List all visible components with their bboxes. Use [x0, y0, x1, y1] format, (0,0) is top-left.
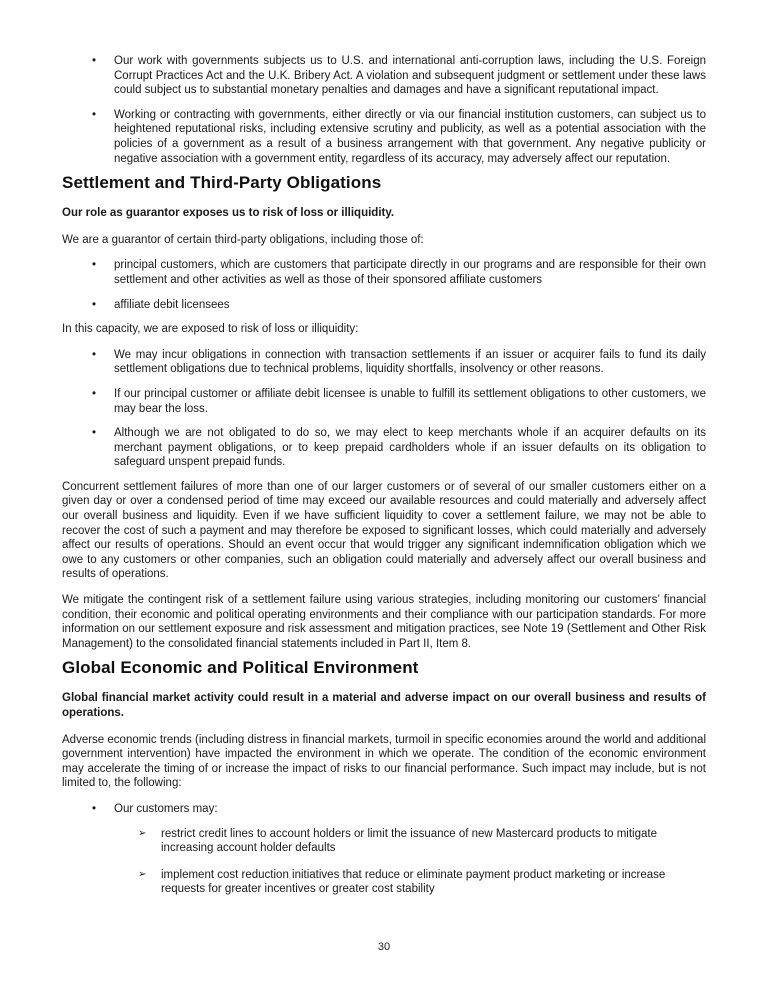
intro-bullet-item: [62, 54, 706, 98]
risk-bullet-text: If our principal customer or affiliate debit licensee is unable to fulfill its settlement obligations to other customers, we may bear the loss.: [114, 387, 706, 415]
customer-sub-bullet-text: implement cost reduction initiatives that reduce or eliminate payment product marketing or increase requests for greater incentives or greater cost stability: [161, 868, 666, 896]
bullet-icon: •: [92, 108, 97, 121]
bullet-icon: •: [92, 348, 97, 361]
settlement-section-heading: Settlement and Third-Party Obligations: [62, 173, 382, 193]
global-lead-in: Global financial market activity could result in a material and adverse impact on our overall business and results of operations.: [62, 692, 706, 719]
customers-bullet-text: Our customers may:: [114, 802, 218, 815]
intro-bullet-item: [62, 108, 706, 166]
intro-bullet-text: Our work with governments subjects us to U.S. and international anti-corruption laws, including the U.S. Foreign Corrupt Practices Act and the U.K. Bribery Act. A violation and subsequent judgment or settlement under these laws could subject us to substantial monetary penalties and damages and have a significant reputational impact.: [114, 55, 706, 97]
bullet-icon: •: [92, 298, 97, 311]
bullet-icon: •: [92, 427, 97, 440]
guarantor-bullet-text: affiliate debit licensees: [114, 298, 230, 311]
bullet-icon: •: [92, 802, 97, 815]
risk-bullet-item: [62, 387, 706, 416]
customer-sub-bullet-text: restrict credit lines to account holders or limit the issuance of new Mastercard products to mitigate increasing account holder defaults: [161, 827, 657, 855]
risk-bullet-item: [62, 348, 706, 377]
adverse-trends-paragraph: Adverse economic trends (including distress in financial markets, turmoil in specific economies around the world and additional government intervention) have impacted the environment in which we operate. The condition of the economic environment may accelerate the timing of or increase the impact of risks to our financial performance. Such impact may include, but is not limited to, the following:: [62, 733, 706, 790]
customer-sub-bullet-item: [62, 827, 706, 856]
bullet-icon: •: [92, 387, 97, 400]
customers-bullet-item: [62, 802, 706, 817]
customer-sub-bullet-item: [62, 868, 706, 897]
bullet-icon: •: [92, 259, 97, 272]
mitigation-paragraph: We mitigate the contingent risk of a settlement failure using various strategies, including monitoring our customers’ financial condition, their economic and political operating environments and their compliance with our participation standards. For more information on our settlement exposure and risk assessment and mitigation practices, see Note 19 (Settlement and Other Risk Management) to the consolidated financial statements included in Part II, Item 8.: [62, 594, 706, 650]
risk-bullet-item: [62, 426, 706, 470]
arrow-bullet-icon: ➢: [138, 868, 147, 880]
capacity-paragraph: In this capacity, we are exposed to risk of loss or illiquidity:: [62, 323, 359, 336]
concurrent-failures-paragraph: Concurrent settlement failures of more than one of our larger customers or of several of our smaller customers either on a given day or over a condensed period of time may exceed our available resources and could materially and adversely affect our overall business and liquidity. Even if we have sufficient liquidity to cover a settlement failure, we may not be able to recover the cost of such a payment and may therefore be exposed to significant losses, which could materially and adversely affect our results of operations. Should an event occur that would trigger any significant indemnification obligation which we owe to any customers or other companies, such an obligation could materially and adversely affect our overall business and results of operations.: [62, 480, 706, 581]
intro-bullet-text: Working or contracting with governments, either directly or via our financial institution customers, can subject us to heightened reputational risks, including extensive scrutiny and publicity, as well as a potential association with the policies of a government as a result of a business arrangement with that government. Any negative publicity or negative association with a government entity, regardless of its accuracy, may adversely affect our reputation.: [114, 108, 706, 165]
page-number: 30: [377, 941, 391, 954]
settlement-lead-in: Our role as guarantor exposes us to risk of loss or illiquidity.: [62, 207, 395, 220]
guarantor-bullet-item: [62, 258, 706, 287]
risk-bullet-text: We may incur obligations in connection with transaction settlements if an issuer or acquirer fails to fund its daily settlement obligations due to technical problems, liquidity shortfalls, insolvency or other reasons.: [114, 348, 706, 376]
arrow-bullet-icon: ➢: [138, 827, 147, 839]
guarantor-bullet-text: principal customers, which are customers that participate directly in our programs and are responsible for their own settlement and other activities as well as those of their sponsored affiliate customers: [114, 259, 706, 286]
risk-bullet-text: Although we are not obligated to do so, we may elect to keep merchants whole if an acquirer defaults on its merchant payment obligations, or to keep prepaid cardholders whole if an issuer defaults on its obligation to safeguard unspent prepaid funds.: [114, 427, 706, 469]
global-section-heading: Global Economic and Political Environment: [62, 658, 419, 678]
bullet-icon: •: [92, 55, 97, 67]
guarantor-bullet-item: [62, 298, 706, 313]
guarantor-paragraph: We are a guarantor of certain third-party obligations, including those of:: [62, 233, 424, 246]
